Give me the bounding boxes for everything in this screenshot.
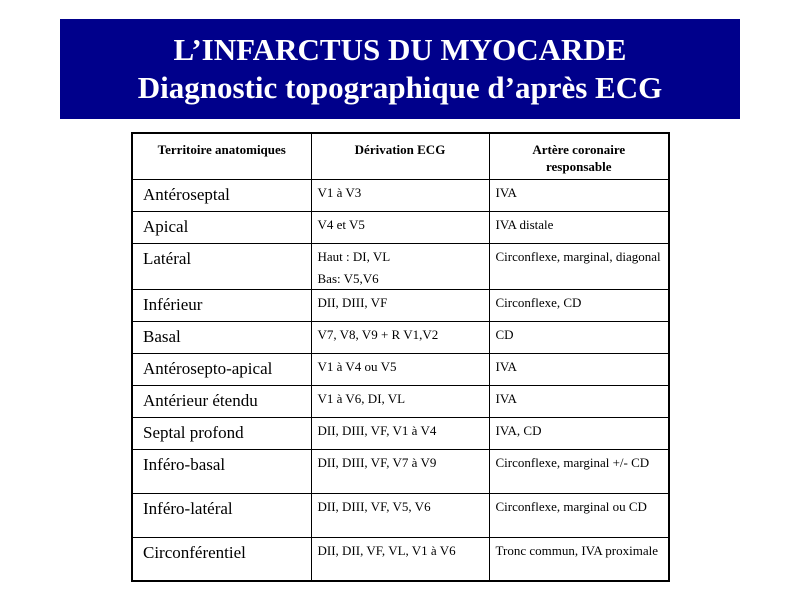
table-header-row xyxy=(132,133,669,179)
table-row xyxy=(132,321,669,353)
table-row xyxy=(132,353,669,385)
derivation-cell: DII, DIII, VF, V5, V6 xyxy=(311,493,489,537)
slide-subtitle: Diagnostic topographique d’après ECG xyxy=(137,70,663,105)
territory-cell: Circonférentiel xyxy=(132,537,311,581)
derivation-line: Bas: V5,V6 xyxy=(317,270,379,286)
derivation-line: Haut : DI, VL xyxy=(317,248,391,264)
derivation-cell: V1 à V6, DI, VL xyxy=(311,385,489,417)
table-row xyxy=(132,493,669,537)
artery-cell: Circonflexe, CD xyxy=(489,289,669,321)
territory-cell: Basal xyxy=(132,321,311,353)
table-row xyxy=(132,417,669,449)
artery-cell: CD xyxy=(489,321,669,353)
territory-cell: Inférieur xyxy=(132,289,311,321)
table-row xyxy=(132,243,669,289)
territory-cell: Antérieur étendu xyxy=(132,385,311,417)
derivation-cell: V1 à V3 xyxy=(311,179,489,211)
header-artery-line1: Artère coronaire xyxy=(532,142,626,157)
derivation-cell: DII, DIII, VF, V7 à V9 xyxy=(311,449,489,493)
derivation-cell xyxy=(311,243,489,289)
artery-cell: IVA distale xyxy=(489,211,669,243)
artery-cell: Circonflexe, marginal ou CD xyxy=(489,493,669,537)
table-row xyxy=(132,211,669,243)
table-row xyxy=(132,179,669,211)
derivation-cell: DII, DIII, VF, V1 à V4 xyxy=(311,417,489,449)
artery-cell: IVA xyxy=(489,179,669,211)
header-artery xyxy=(489,133,669,179)
artery-cell: IVA, CD xyxy=(489,417,669,449)
territory-cell: Inféro-latéral xyxy=(132,493,311,537)
artery-cell: Circonflexe, marginal +/- CD xyxy=(489,449,669,493)
artery-cell: IVA xyxy=(489,385,669,417)
ecg-topography-table xyxy=(131,132,670,582)
artery-cell: Tronc commun, IVA proximale xyxy=(489,537,669,581)
ecg-table-container xyxy=(131,132,670,582)
artery-cell: Circonflexe, marginal, diagonal xyxy=(489,243,669,289)
table-row xyxy=(132,537,669,581)
territory-cell: Antérosepto-apical xyxy=(132,353,311,385)
artery-cell: IVA xyxy=(489,353,669,385)
derivation-cell: V1 à V4 ou V5 xyxy=(311,353,489,385)
table-row xyxy=(132,449,669,493)
territory-cell: Antéroseptal xyxy=(132,179,311,211)
header-territory: Territoire anatomiques xyxy=(132,133,311,179)
table-row xyxy=(132,385,669,417)
territory-cell: Apical xyxy=(132,211,311,243)
territory-cell: Latéral xyxy=(132,243,311,289)
derivation-cell: V4 et V5 xyxy=(311,211,489,243)
header-derivation: Dérivation ECG xyxy=(311,133,489,179)
derivation-cell: V7, V8, V9 + R V1,V2 xyxy=(311,321,489,353)
header-artery-line2: responsable xyxy=(546,159,612,174)
table-row xyxy=(132,289,669,321)
territory-cell: Septal profond xyxy=(132,417,311,449)
derivation-cell: DII, DIII, VF xyxy=(311,289,489,321)
title-banner xyxy=(60,19,740,119)
derivation-cell: DII, DII, VF, VL, V1 à V6 xyxy=(311,537,489,581)
territory-cell: Inféro-basal xyxy=(132,449,311,493)
slide-title: L’INFARCTUS DU MYOCARDE xyxy=(173,32,627,67)
